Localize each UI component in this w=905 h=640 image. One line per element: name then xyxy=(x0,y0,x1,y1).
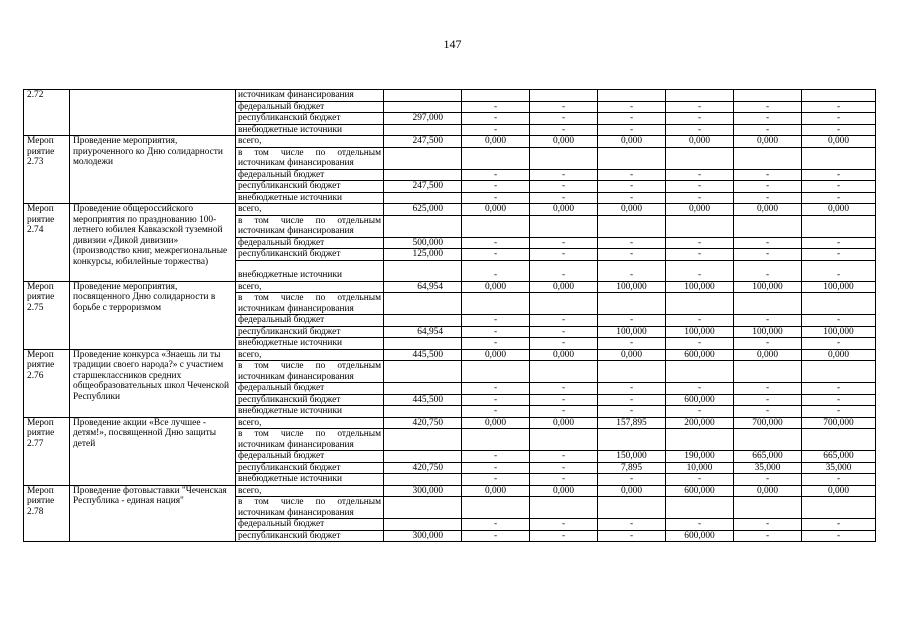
year-value-cell: - xyxy=(462,124,530,136)
year-value-cell xyxy=(734,293,802,315)
year-value-cell xyxy=(666,497,734,519)
year-value-cell xyxy=(734,147,802,169)
year-value-cell: - xyxy=(598,181,666,193)
year-value-cell xyxy=(734,497,802,519)
year-value-cell: - xyxy=(530,315,598,327)
year-value-cell: - xyxy=(666,124,734,136)
year-value-cell: 0,000 xyxy=(802,136,876,148)
year-value-cell: 0,000 xyxy=(734,485,802,497)
funding-source: всего, xyxy=(236,204,384,216)
year-value-cell: 10,000 xyxy=(666,462,734,474)
year-value-cell: - xyxy=(598,406,666,418)
year-value-cell xyxy=(530,293,598,315)
year-value-cell: 0,000 xyxy=(462,349,530,361)
year-value-cell xyxy=(462,497,530,519)
year-value-cell: - xyxy=(802,124,876,136)
year-value-cell: 100,000 xyxy=(802,326,876,338)
funding-source: республиканский бюджет xyxy=(236,326,384,338)
year-value-cell: - xyxy=(598,237,666,249)
year-value-cell: 0,000 xyxy=(530,349,598,361)
funding-source: в том числе по отдельным источникам финансирования xyxy=(236,497,384,519)
year-value-cell xyxy=(734,429,802,451)
year-value-cell: 600,000 xyxy=(666,485,734,497)
year-value-cell: - xyxy=(530,326,598,338)
event-name xyxy=(70,90,236,136)
table-row xyxy=(24,204,876,216)
year-value-cell: - xyxy=(802,338,876,350)
year-value-cell: 0,000 xyxy=(802,204,876,216)
table-row xyxy=(24,485,876,497)
year-value-cell: - xyxy=(598,260,666,281)
year-value-cell xyxy=(598,361,666,383)
year-value-cell xyxy=(598,497,666,519)
year-value-cell: 0,000 xyxy=(530,417,598,429)
table-row xyxy=(24,281,876,293)
total-value-cell xyxy=(384,192,462,204)
event-code: Мероп риятие 2.74 xyxy=(24,204,70,282)
funding-source: внебюджетные источники xyxy=(236,474,384,486)
event-code: 2.72 xyxy=(24,90,70,136)
year-value-cell: 0,000 xyxy=(530,485,598,497)
funding-source: источникам финансирования xyxy=(236,90,384,102)
year-value-cell: - xyxy=(666,383,734,395)
year-value-cell: 100,000 xyxy=(734,326,802,338)
year-value-cell xyxy=(802,147,876,169)
year-value-cell: - xyxy=(462,237,530,249)
year-value-cell: - xyxy=(734,192,802,204)
year-value-cell: - xyxy=(530,124,598,136)
year-value-cell: 0,000 xyxy=(666,136,734,148)
funding-source: федеральный бюджет xyxy=(236,315,384,327)
year-value-cell: 100,000 xyxy=(666,281,734,293)
year-value-cell: - xyxy=(530,101,598,113)
year-value-cell: - xyxy=(666,169,734,181)
year-value-cell: - xyxy=(666,249,734,261)
funding-source: в том числе по отдельным источникам финансирования xyxy=(236,215,384,237)
year-value-cell: - xyxy=(734,249,802,261)
year-value-cell: - xyxy=(802,237,876,249)
year-value-cell: 0,000 xyxy=(734,349,802,361)
year-value-cell xyxy=(530,147,598,169)
year-value-cell: - xyxy=(666,315,734,327)
event-code: Мероп риятие 2.78 xyxy=(24,485,70,542)
year-value-cell: - xyxy=(462,530,530,542)
year-value-cell: - xyxy=(802,474,876,486)
year-value-cell xyxy=(462,215,530,237)
year-value-cell: - xyxy=(666,474,734,486)
year-value-cell: - xyxy=(802,315,876,327)
year-value-cell: - xyxy=(462,406,530,418)
year-value-cell: 157,895 xyxy=(598,417,666,429)
year-value-cell: - xyxy=(734,101,802,113)
year-value-cell: - xyxy=(802,383,876,395)
year-value-cell: - xyxy=(666,406,734,418)
year-value-cell: - xyxy=(734,338,802,350)
year-value-cell: - xyxy=(462,394,530,406)
year-value-cell: - xyxy=(802,260,876,281)
total-value-cell: 420,750 xyxy=(384,417,462,429)
total-value-cell xyxy=(384,315,462,327)
year-value-cell: - xyxy=(530,260,598,281)
funding-source: республиканский бюджет xyxy=(236,394,384,406)
year-value-cell: - xyxy=(530,237,598,249)
funding-source: всего, xyxy=(236,281,384,293)
year-value-cell xyxy=(666,429,734,451)
year-value-cell: - xyxy=(666,192,734,204)
year-value-cell: - xyxy=(598,192,666,204)
year-value-cell xyxy=(666,361,734,383)
total-value-cell xyxy=(384,474,462,486)
year-value-cell: 100,000 xyxy=(802,281,876,293)
year-value-cell: - xyxy=(734,315,802,327)
year-value-cell xyxy=(802,293,876,315)
year-value-cell: - xyxy=(462,249,530,261)
year-value-cell xyxy=(802,215,876,237)
event-name: Проведение мероприятия, посвященного Дню солидарности в борьбе с терроризмом xyxy=(70,281,236,349)
total-value-cell xyxy=(384,124,462,136)
year-value-cell: - xyxy=(802,101,876,113)
total-value-cell: 300,000 xyxy=(384,530,462,542)
event-code: Мероп риятие 2.73 xyxy=(24,136,70,204)
year-value-cell: - xyxy=(666,181,734,193)
total-value-cell xyxy=(384,406,462,418)
year-value-cell: - xyxy=(462,260,530,281)
year-value-cell: - xyxy=(530,474,598,486)
year-value-cell: 0,000 xyxy=(462,281,530,293)
year-value-cell xyxy=(462,147,530,169)
total-value-cell xyxy=(384,497,462,519)
event-name: Проведение акции «Все лучшее - детям!», посвященной Дню защиты детей xyxy=(70,417,236,485)
year-value-cell xyxy=(802,497,876,519)
total-value-cell: 625,000 xyxy=(384,204,462,216)
year-value-cell: - xyxy=(598,338,666,350)
table-row xyxy=(24,90,876,102)
year-value-cell: - xyxy=(530,249,598,261)
total-value-cell xyxy=(384,429,462,451)
total-value-cell xyxy=(384,383,462,395)
year-value-cell: - xyxy=(666,237,734,249)
year-value-cell: 0,000 xyxy=(462,136,530,148)
year-value-cell: 700,000 xyxy=(802,417,876,429)
year-value-cell xyxy=(598,90,666,102)
year-value-cell: - xyxy=(802,394,876,406)
year-value-cell: - xyxy=(802,530,876,542)
year-value-cell: - xyxy=(598,530,666,542)
year-value-cell xyxy=(666,215,734,237)
year-value-cell: - xyxy=(530,383,598,395)
total-value-cell xyxy=(384,451,462,463)
year-value-cell: 0,000 xyxy=(734,204,802,216)
year-value-cell: 150,000 xyxy=(598,451,666,463)
year-value-cell: - xyxy=(462,383,530,395)
year-value-cell xyxy=(666,293,734,315)
year-value-cell: - xyxy=(598,169,666,181)
year-value-cell: - xyxy=(462,338,530,350)
year-value-cell: - xyxy=(462,192,530,204)
year-value-cell: - xyxy=(734,124,802,136)
year-value-cell: 0,000 xyxy=(598,136,666,148)
year-value-cell: 665,000 xyxy=(734,451,802,463)
year-value-cell: 100,000 xyxy=(734,281,802,293)
year-value-cell: - xyxy=(598,383,666,395)
total-value-cell: 300,000 xyxy=(384,485,462,497)
year-value-cell: - xyxy=(734,113,802,125)
year-value-cell: - xyxy=(666,338,734,350)
table-body xyxy=(24,90,876,542)
year-value-cell: - xyxy=(530,519,598,531)
total-value-cell: 445,500 xyxy=(384,349,462,361)
year-value-cell xyxy=(598,147,666,169)
year-value-cell: - xyxy=(530,462,598,474)
event-code: Мероп риятие 2.75 xyxy=(24,281,70,349)
funding-source: всего, xyxy=(236,417,384,429)
event-name: Проведение мероприятия, приуроченного ко Дню солидарности молодежи xyxy=(70,136,236,204)
event-code: Мероп риятие 2.76 xyxy=(24,349,70,417)
year-value-cell: - xyxy=(802,249,876,261)
page-number: 147 xyxy=(443,37,462,51)
year-value-cell: - xyxy=(530,530,598,542)
year-value-cell: - xyxy=(598,315,666,327)
year-value-cell: 7,895 xyxy=(598,462,666,474)
funding-source: внебюджетные источники xyxy=(236,406,384,418)
year-value-cell: 0,000 xyxy=(802,485,876,497)
year-value-cell: 0,000 xyxy=(462,204,530,216)
total-value-cell: 247,500 xyxy=(384,181,462,193)
year-value-cell: - xyxy=(462,326,530,338)
year-value-cell xyxy=(462,90,530,102)
total-value-cell: 64,954 xyxy=(384,281,462,293)
funding-source: республиканский бюджет xyxy=(236,113,384,125)
funding-source: в том числе по отдельным источникам финансирования xyxy=(236,147,384,169)
total-value-cell: 500,000 xyxy=(384,237,462,249)
funding-source: внебюджетные источники xyxy=(236,124,384,136)
total-value-cell xyxy=(384,293,462,315)
year-value-cell: 100,000 xyxy=(666,326,734,338)
year-value-cell: - xyxy=(802,169,876,181)
year-value-cell: - xyxy=(734,260,802,281)
year-value-cell xyxy=(802,90,876,102)
year-value-cell: - xyxy=(530,181,598,193)
funding-source: всего, xyxy=(236,485,384,497)
total-value-cell xyxy=(384,519,462,531)
funding-source: республиканский бюджет xyxy=(236,530,384,542)
funding-source: всего, xyxy=(236,349,384,361)
year-value-cell: 665,000 xyxy=(802,451,876,463)
year-value-cell: 200,000 xyxy=(666,417,734,429)
year-value-cell: - xyxy=(598,474,666,486)
year-value-cell: 0,000 xyxy=(734,136,802,148)
funding-source: федеральный бюджет xyxy=(236,519,384,531)
year-value-cell: 35,000 xyxy=(802,462,876,474)
year-value-cell: - xyxy=(734,181,802,193)
funding-source: федеральный бюджет xyxy=(236,383,384,395)
table-row xyxy=(24,417,876,429)
year-value-cell: - xyxy=(462,101,530,113)
year-value-cell: - xyxy=(802,519,876,531)
table-row xyxy=(24,349,876,361)
year-value-cell: - xyxy=(734,237,802,249)
year-value-cell: - xyxy=(598,249,666,261)
funding-source: федеральный бюджет xyxy=(236,237,384,249)
year-value-cell: - xyxy=(666,101,734,113)
total-value-cell xyxy=(384,147,462,169)
year-value-cell xyxy=(530,215,598,237)
year-value-cell xyxy=(734,361,802,383)
year-value-cell: - xyxy=(462,113,530,125)
total-value-cell xyxy=(384,260,462,281)
budget-table xyxy=(23,89,876,542)
year-value-cell: 0,000 xyxy=(530,136,598,148)
year-value-cell: - xyxy=(734,530,802,542)
year-value-cell: 0,000 xyxy=(462,485,530,497)
year-value-cell: - xyxy=(734,169,802,181)
year-value-cell: 600,000 xyxy=(666,349,734,361)
year-value-cell xyxy=(462,293,530,315)
year-value-cell xyxy=(802,429,876,451)
year-value-cell: 600,000 xyxy=(666,394,734,406)
funding-source: федеральный бюджет xyxy=(236,101,384,113)
year-value-cell xyxy=(462,429,530,451)
funding-source: внебюджетные источники xyxy=(236,260,384,281)
table-row xyxy=(24,136,876,148)
year-value-cell: - xyxy=(462,181,530,193)
year-value-cell: - xyxy=(598,101,666,113)
year-value-cell: - xyxy=(734,394,802,406)
year-value-cell: - xyxy=(802,406,876,418)
year-value-cell: - xyxy=(598,519,666,531)
year-value-cell xyxy=(598,215,666,237)
funding-source: в том числе по отдельным источникам финансирования xyxy=(236,429,384,451)
year-value-cell: - xyxy=(530,451,598,463)
year-value-cell: - xyxy=(462,474,530,486)
year-value-cell: - xyxy=(462,519,530,531)
total-value-cell: 297,000 xyxy=(384,113,462,125)
year-value-cell: - xyxy=(598,113,666,125)
total-value-cell xyxy=(384,101,462,113)
year-value-cell xyxy=(598,293,666,315)
funding-source: республиканский бюджет xyxy=(236,181,384,193)
year-value-cell: 600,000 xyxy=(666,530,734,542)
year-value-cell: 0,000 xyxy=(802,349,876,361)
total-value-cell xyxy=(384,90,462,102)
year-value-cell: 0,000 xyxy=(666,204,734,216)
year-value-cell: 0,000 xyxy=(462,417,530,429)
year-value-cell xyxy=(530,90,598,102)
year-value-cell xyxy=(802,361,876,383)
year-value-cell: 0,000 xyxy=(530,204,598,216)
year-value-cell xyxy=(666,147,734,169)
funding-source: внебюджетные источники xyxy=(236,338,384,350)
year-value-cell: - xyxy=(530,192,598,204)
year-value-cell: - xyxy=(802,113,876,125)
year-value-cell: 100,000 xyxy=(598,326,666,338)
year-value-cell xyxy=(666,90,734,102)
year-value-cell: - xyxy=(734,474,802,486)
year-value-cell: 190,000 xyxy=(666,451,734,463)
total-value-cell: 247,500 xyxy=(384,136,462,148)
year-value-cell: - xyxy=(666,113,734,125)
year-value-cell: 700,000 xyxy=(734,417,802,429)
total-value-cell xyxy=(384,215,462,237)
funding-source: всего, xyxy=(236,136,384,148)
year-value-cell: 35,000 xyxy=(734,462,802,474)
funding-source: в том числе по отдельным источникам финансирования xyxy=(236,293,384,315)
funding-source: внебюджетные источники xyxy=(236,192,384,204)
total-value-cell: 445,500 xyxy=(384,394,462,406)
year-value-cell xyxy=(462,361,530,383)
year-value-cell: - xyxy=(802,192,876,204)
event-name: Проведение общероссийского мероприятия по празднованию 100-летнего юбилея Кавказской туземной дивизии «Дикой дивизии» (производство книг, межрегиональные конкурсы, юбилейные торжества) xyxy=(70,204,236,282)
year-value-cell: - xyxy=(734,519,802,531)
year-value-cell: - xyxy=(666,519,734,531)
year-value-cell xyxy=(734,90,802,102)
funding-source: республиканский бюджет xyxy=(236,249,384,261)
year-value-cell: 0,000 xyxy=(598,485,666,497)
year-value-cell: - xyxy=(530,113,598,125)
year-value-cell: - xyxy=(462,169,530,181)
year-value-cell: - xyxy=(462,315,530,327)
year-value-cell xyxy=(530,497,598,519)
year-value-cell: - xyxy=(734,406,802,418)
budget-table-container xyxy=(23,89,875,542)
event-name: Проведение конкурса «Знаешь ли ты традиции своего народа?» с участием старшеклассников средних общеобразовательных школ Чеченской Республики xyxy=(70,349,236,417)
year-value-cell: - xyxy=(666,260,734,281)
year-value-cell: - xyxy=(530,394,598,406)
year-value-cell xyxy=(734,215,802,237)
year-value-cell: 0,000 xyxy=(598,204,666,216)
event-code: Мероп риятие 2.77 xyxy=(24,417,70,485)
total-value-cell xyxy=(384,169,462,181)
year-value-cell: 0,000 xyxy=(598,349,666,361)
event-name: Проведение фотовыставки "Чеченская Республика - единая нация" xyxy=(70,485,236,542)
year-value-cell: - xyxy=(734,383,802,395)
year-value-cell: - xyxy=(598,394,666,406)
funding-source: федеральный бюджет xyxy=(236,451,384,463)
year-value-cell: - xyxy=(462,462,530,474)
year-value-cell xyxy=(530,429,598,451)
funding-source: республиканский бюджет xyxy=(236,462,384,474)
funding-source: федеральный бюджет xyxy=(236,169,384,181)
year-value-cell: - xyxy=(530,406,598,418)
funding-source: в том числе по отдельным источникам финансирования xyxy=(236,361,384,383)
total-value-cell: 64,954 xyxy=(384,326,462,338)
year-value-cell: - xyxy=(462,451,530,463)
total-value-cell xyxy=(384,338,462,350)
year-value-cell: - xyxy=(530,169,598,181)
year-value-cell: - xyxy=(598,124,666,136)
year-value-cell xyxy=(530,361,598,383)
total-value-cell: 420,750 xyxy=(384,462,462,474)
total-value-cell xyxy=(384,361,462,383)
year-value-cell: 0,000 xyxy=(530,281,598,293)
year-value-cell: 100,000 xyxy=(598,281,666,293)
total-value-cell: 125,000 xyxy=(384,249,462,261)
year-value-cell xyxy=(598,429,666,451)
year-value-cell: - xyxy=(530,338,598,350)
year-value-cell: - xyxy=(802,181,876,193)
